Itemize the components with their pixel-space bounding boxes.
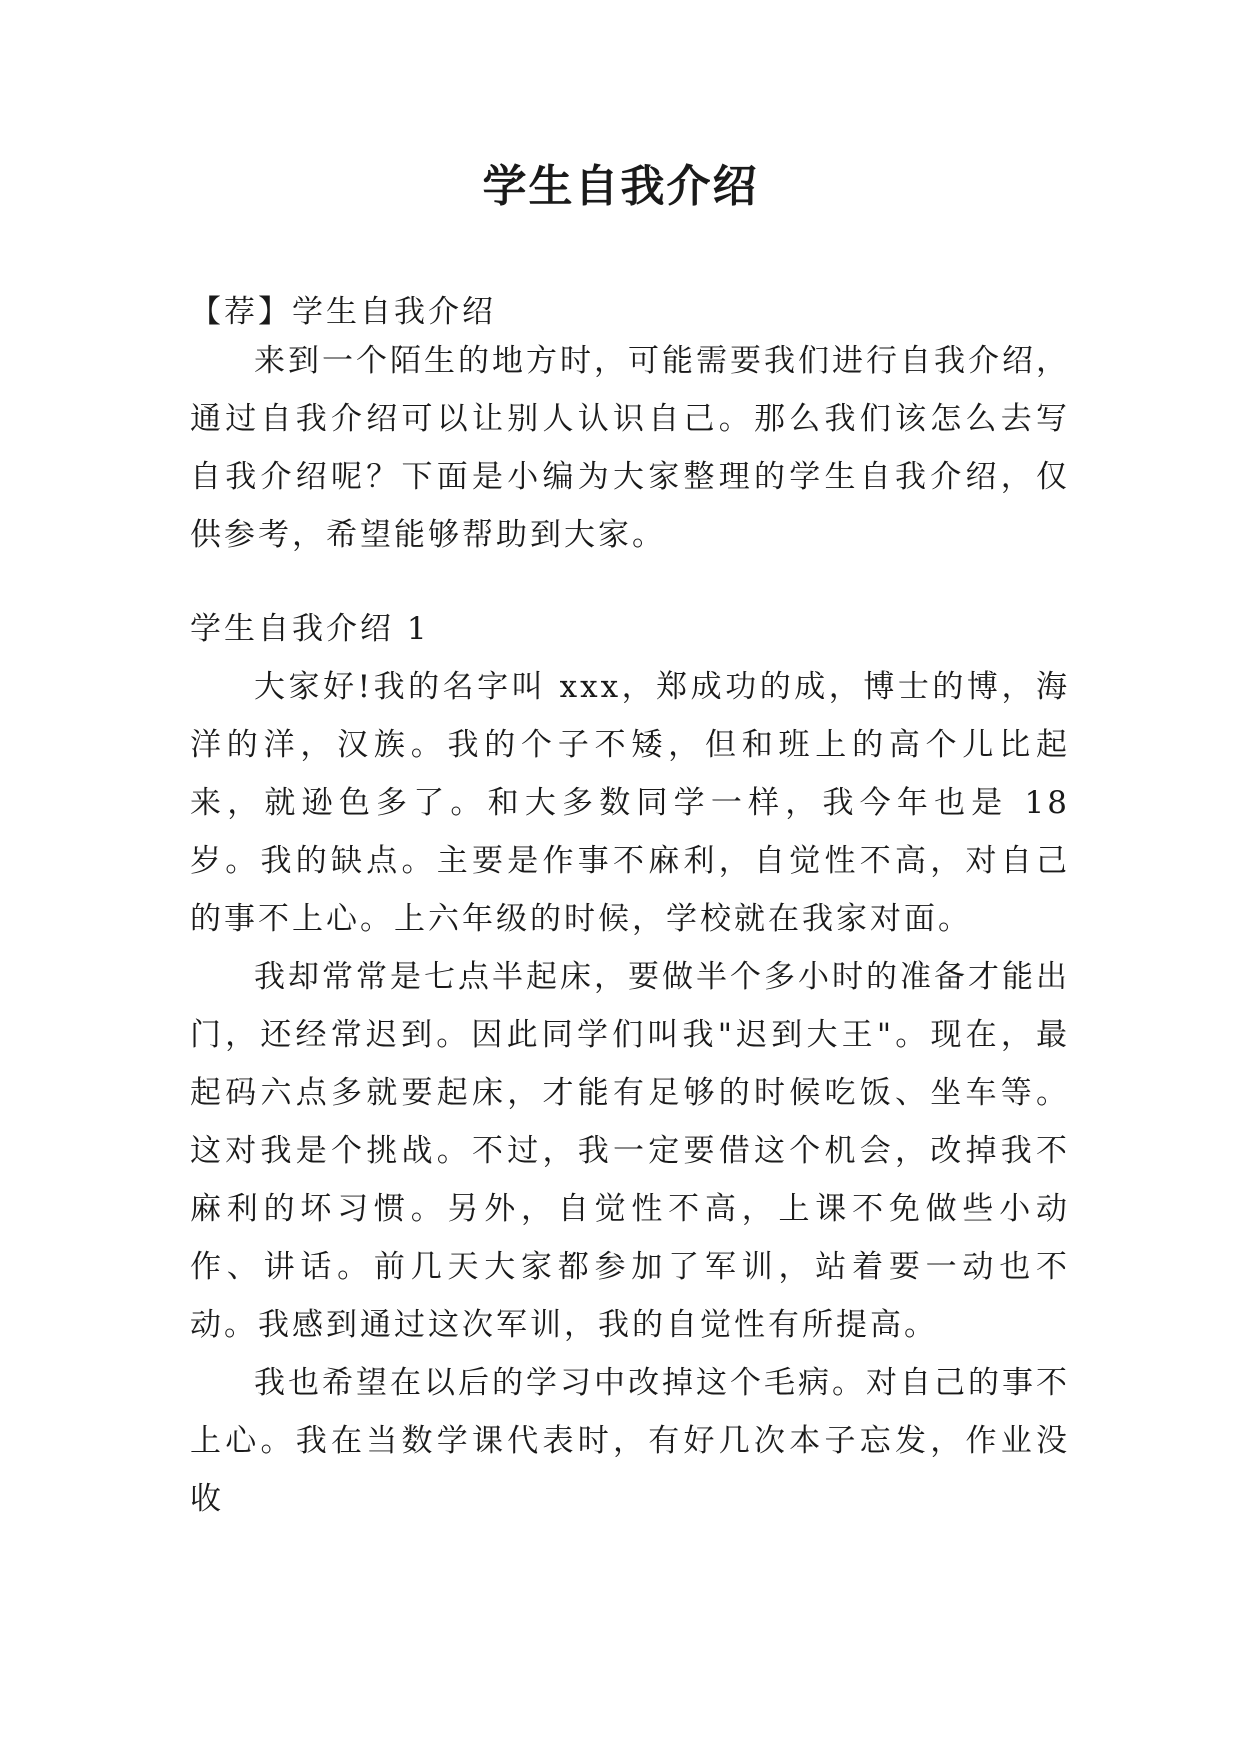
document-body: [190, 292, 1070, 1528]
intro-paragraph: 来到一个陌生的地方时，可能需要我们进行自我介绍，通过自我介绍可以让别人认识自己。那么我们该怎么去写自我介绍呢？下面是小编为大家整理的学生自我介绍，仅供参考，希望能够帮助到大家。: [190, 343, 1070, 553]
section-paragraph: 大家好!我的名字叫 xxx，郑成功的成，博士的博，海洋的洋，汉族。我的个子不矮，但和班上的高个儿比起来，就逊色多了。和大多数同学一样，我今年也是 18 岁。我的缺点。主要是作事不麻利，自觉性不高，对自己的事不上心。上六年级的时候，学校就在我家对面。: [190, 669, 1070, 937]
document-title: 学生自我介绍: [482, 161, 759, 212]
section-paragraph: 我也希望在以后的学习中改掉这个毛病。对自己的事不上心。我在当数学课代表时，有好几次本子忘发，作业没收: [190, 1365, 1070, 1517]
section-heading: 学生自我介绍 1: [190, 611, 430, 647]
document-subtitle: 【荐】学生自我介绍: [190, 294, 496, 330]
section-paragraph: 我却常常是七点半起床，要做半个多小时的准备才能出门，还经常迟到。因此同学们叫我"迟到大王"。现在，最起码六点多就要起床，才能有足够的时候吃饭、坐车等。这对我是个挑战。不过，我一定要借这个机会，改掉我不麻利的坏习惯。另外，自觉性不高，上课不免做些小动作、讲话。前几天大家都参加了军训，站着要一动也不动。我感到通过这次军训，我的自觉性有所提高。: [190, 959, 1070, 1343]
